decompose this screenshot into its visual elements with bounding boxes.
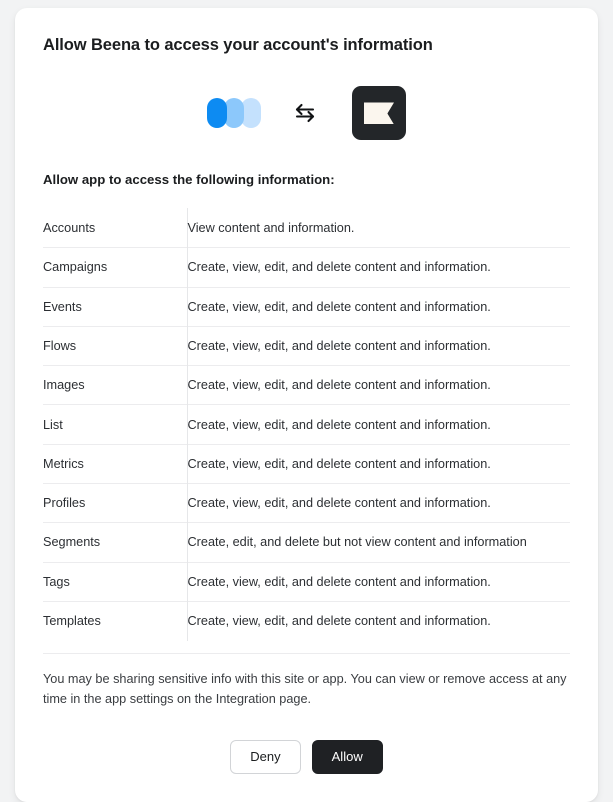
table-row: [43, 366, 570, 405]
permission-name: Metrics: [43, 444, 187, 483]
table-row: [43, 523, 570, 562]
oauth-consent-card: [15, 8, 598, 802]
permission-name: Accounts: [43, 220, 96, 235]
swap-horizontal-icon: [292, 100, 318, 126]
permission-name: Images: [43, 366, 187, 405]
table-row: [43, 405, 570, 444]
action-buttons: [43, 740, 570, 802]
footer-divider: [43, 653, 570, 654]
permission-name: Campaigns: [43, 248, 187, 287]
table-row: [43, 601, 570, 640]
permission-description: Create, view, edit, and delete content and information.: [187, 287, 570, 326]
table-row: [43, 208, 570, 247]
permission-description: View content and information.: [187, 208, 570, 247]
brand-dot-1-icon: [207, 98, 227, 128]
table-row: [43, 444, 570, 483]
page-title: Allow Beena to access your account's information: [43, 36, 433, 54]
permissions-table-body: [43, 208, 570, 640]
permission-name: Flows: [43, 326, 187, 365]
permission-description: Create, edit, and delete but not view content and information: [187, 523, 570, 562]
permission-name: Templates: [43, 601, 187, 640]
sensitive-info-note: You may be sharing sensitive info with this site or app. You can view or remove access at any time in the app settings on the Integration page.: [43, 671, 567, 706]
permission-name: List: [43, 405, 187, 444]
connection-logos: [43, 82, 570, 144]
permission-name: Tags: [43, 562, 187, 601]
brand-dot-2-icon: [224, 98, 244, 128]
table-row: [43, 562, 570, 601]
permission-name: Events: [43, 287, 187, 326]
permission-name: Segments: [43, 523, 187, 562]
permission-description: Create, view, edit, and delete content and information.: [187, 248, 570, 287]
flag-icon: [364, 102, 394, 124]
brand-dot-3-icon: [241, 98, 261, 128]
app-logo-icon: [352, 86, 406, 140]
permission-description: Create, view, edit, and delete content and information.: [187, 601, 570, 640]
permissions-table: [43, 208, 570, 640]
permission-name: Profiles: [43, 484, 187, 523]
table-row: [43, 248, 570, 287]
deny-button[interactable]: Deny: [230, 740, 300, 774]
table-row: [43, 287, 570, 326]
brand-logo-icon: [207, 96, 258, 130]
permission-description: Create, view, edit, and delete content and information.: [187, 444, 570, 483]
table-row: [43, 484, 570, 523]
permission-description: Create, view, edit, and delete content and information.: [187, 405, 570, 444]
permission-description: Create, view, edit, and delete content and information.: [187, 326, 570, 365]
table-row: [43, 326, 570, 365]
permission-description: Create, view, edit, and delete content and information.: [187, 562, 570, 601]
permission-description: Create, view, edit, and delete content and information.: [187, 366, 570, 405]
allow-button[interactable]: Allow: [312, 740, 383, 774]
permission-description: Create, view, edit, and delete content and information.: [187, 484, 570, 523]
permissions-heading: Allow app to access the following information:: [43, 172, 335, 188]
